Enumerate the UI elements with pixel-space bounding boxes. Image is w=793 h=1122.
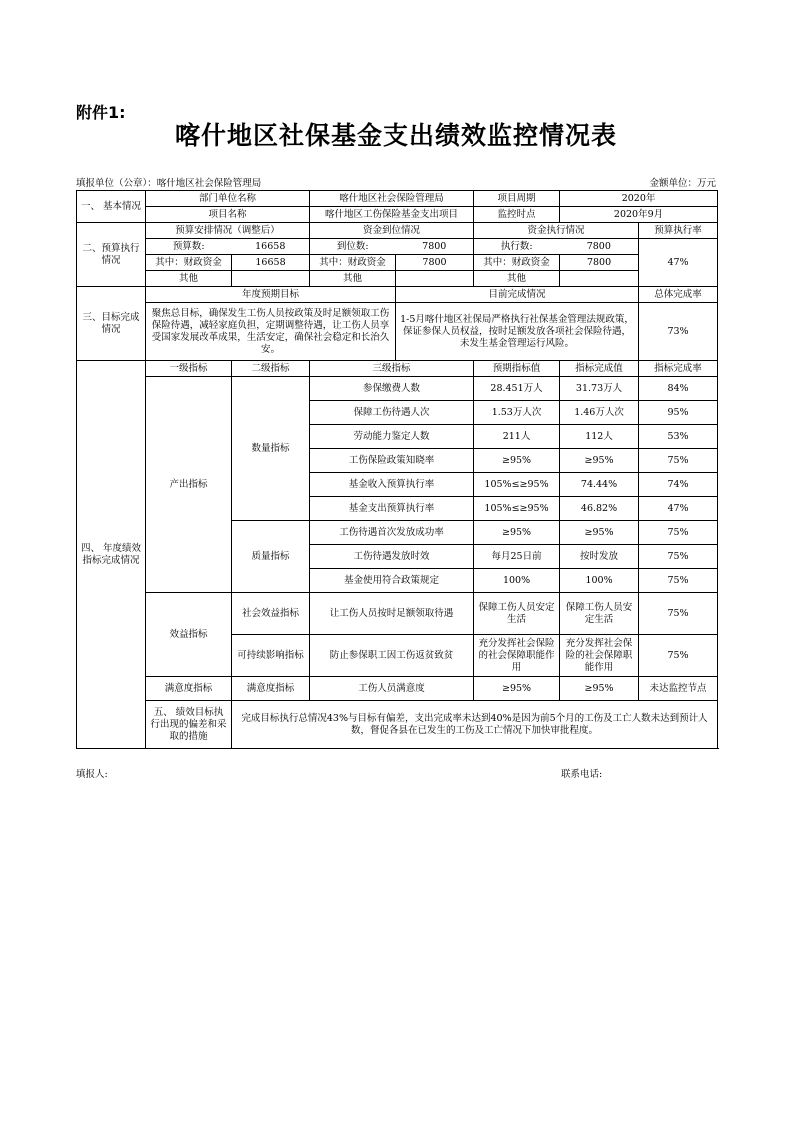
indicator-target: 保障工伤人员安定生活 [474, 593, 560, 635]
indicator-name: 劳动能力鉴定人数 [310, 425, 474, 449]
col-level3: 三级指标 [310, 361, 474, 377]
amount-unit: 金额单位：万元 [649, 178, 716, 189]
monitor-label: 监控时点 [474, 207, 560, 223]
indicator-rate: 74% [639, 473, 718, 497]
indicator-rate: 75% [639, 545, 718, 569]
filler-label: 填报人: [76, 769, 108, 780]
indicator-rate: 75% [639, 635, 718, 677]
annual-goal-text: 聚焦总目标，确保发生工伤人员按政策及时足额领取工伤保险待遇，减轻家庭负担，定期调整待遇，让工伤人员享受国家发展改革成果，生活安定，确保社会稳定和长治久安。 [146, 303, 396, 361]
attachment-label: 附件1: [76, 103, 126, 122]
indicator-actual: 保障工伤人员安定生活 [560, 593, 639, 635]
budget-rate-value: 47% [639, 239, 718, 287]
indicator-name: 参保缴费人数 [310, 377, 474, 401]
indicator-actual: 46.82% [560, 497, 639, 521]
fiscal-exec-value: 7800 [560, 255, 639, 271]
funds-label: 到位数: [310, 239, 396, 255]
indicator-rate: 75% [639, 521, 718, 545]
indicator-target: 211人 [474, 425, 560, 449]
indicator-name: 工伤待遇首次发放成功率 [310, 521, 474, 545]
indicator-rate: 75% [639, 593, 718, 635]
period-value: 2020年 [560, 191, 718, 207]
col-annual-goal: 年度预期目标 [146, 287, 396, 303]
fiscal-label-exec: 其中：财政资金 [474, 255, 560, 271]
indicator-actual: ≥95% [560, 449, 639, 473]
indicator-target: 每月25日前 [474, 545, 560, 569]
col-exec: 资金执行情况 [474, 223, 639, 239]
overall-rate-value: 73% [639, 303, 718, 361]
indicator-target: ≥95% [474, 521, 560, 545]
indicator-actual: 112人 [560, 425, 639, 449]
section-goal: 三、目标完成情况 [77, 287, 146, 361]
performance-table [76, 190, 718, 749]
indicator-target: ≥95% [474, 677, 560, 701]
fiscal-budget-value: 16658 [232, 255, 310, 271]
reporting-unit: 填报单位（公章）：喀什地区社会保险管理局 [76, 178, 262, 189]
funds-value: 7800 [396, 239, 474, 255]
section-budget: 二、预算执行情况 [77, 223, 146, 287]
indicator-actual: 31.73万人 [560, 377, 639, 401]
indicator-target: 105%≤≥95% [474, 497, 560, 521]
col-rate: 预算执行率 [639, 223, 718, 239]
satisfaction-indicator-l2: 满意度指标 [232, 677, 310, 701]
section-indicators: 四、 年度绩效指标完成情况 [77, 361, 146, 749]
output-indicator: 产出指标 [146, 377, 232, 593]
indicator-name: 基金支出预算执行率 [310, 497, 474, 521]
quantity-indicator: 数量指标 [232, 377, 310, 521]
fiscal-label-budget: 其中：财政资金 [146, 255, 232, 271]
benefit-indicator: 效益指标 [146, 593, 232, 677]
indicator-name: 工伤待遇发放时效 [310, 545, 474, 569]
satisfaction-indicator-l1: 满意度指标 [146, 677, 232, 701]
indicator-name: 基金收入预算执行率 [310, 473, 474, 497]
other-label-exec: 其他 [474, 271, 560, 287]
indicator-actual: ≥95% [560, 521, 639, 545]
col-level1: 一级指标 [146, 361, 232, 377]
indicator-name: 基金使用符合政策规定 [310, 569, 474, 593]
phone-label: 联系电话: [561, 769, 603, 780]
indicator-target: 28.451万人 [474, 377, 560, 401]
section-basic: 一、 基本情况 [77, 191, 146, 223]
indicator-name: 让工伤人员按时足额领取待遇 [310, 593, 474, 635]
other-label-budget: 其他 [146, 271, 232, 287]
indicator-actual: 按时发放 [560, 545, 639, 569]
social-benefit-indicator: 社会效益指标 [232, 593, 310, 635]
col-level2: 二级指标 [232, 361, 310, 377]
monitor-value: 2020年9月 [560, 207, 718, 223]
indicator-rate: 84% [639, 377, 718, 401]
col-indicator-rate: 指标完成率 [639, 361, 718, 377]
indicator-target: 105%≤≥95% [474, 473, 560, 497]
indicator-rate: 75% [639, 449, 718, 473]
indicator-target: 1.53万人次 [474, 401, 560, 425]
exec-value: 7800 [560, 239, 639, 255]
budget-label: 预算数: [146, 239, 232, 255]
indicator-rate: 75% [639, 569, 718, 593]
indicator-actual: 1.46万人次 [560, 401, 639, 425]
indicator-name: 工伤保险政策知晓率 [310, 449, 474, 473]
period-label: 项目周期 [474, 191, 560, 207]
col-actual: 指标完成值 [560, 361, 639, 377]
sustain-indicator: 可持续影响指标 [232, 635, 310, 677]
indicator-target: 充分发挥社会保险的社会保障职能作用 [474, 635, 560, 677]
page-title: 喀什地区社保基金支出绩效监控情况表 [174, 121, 617, 150]
indicator-rate: 95% [639, 401, 718, 425]
current-status-text: 1-5月喀什地区社保局严格执行社保基金管理法规政策，保证参保人员权益，按时足额发放各项社会保险待遇，未发生基金管理运行风险。 [396, 303, 639, 361]
indicator-target: ≥95% [474, 449, 560, 473]
budget-value: 16658 [232, 239, 310, 255]
col-current-status: 目前完成情况 [396, 287, 639, 303]
indicator-name: 防止参保职工因工伤返贫致贫 [310, 635, 474, 677]
fiscal-funds-value: 7800 [396, 255, 474, 271]
dept-value: 喀什地区社会保险管理局 [310, 191, 474, 207]
indicator-actual: 74.44% [560, 473, 639, 497]
indicator-rate: 47% [639, 497, 718, 521]
indicator-rate: 53% [639, 425, 718, 449]
quality-indicator: 质量指标 [232, 521, 310, 593]
indicator-actual: ≥95% [560, 677, 639, 701]
col-funds: 资金到位情况 [310, 223, 474, 239]
fiscal-label-funds: 其中：财政资金 [310, 255, 396, 271]
project-label: 项目名称 [146, 207, 310, 223]
indicator-actual: 100% [560, 569, 639, 593]
deviation-text: 完成目标执行总情况43%与目标有偏差，支出完成率未达到40%是因为前5个月的工伤及工亡人数未达到预计人数，督促各县在已发生的工伤及工亡情况下加快审批程度。 [232, 701, 718, 749]
col-overall-rate: 总体完成率 [639, 287, 718, 303]
indicator-rate: 未达监控节点 [639, 677, 718, 701]
indicator-actual: 充分发挥社会保险的社会保障职能作用 [560, 635, 639, 677]
dept-label: 部门单位名称 [146, 191, 310, 207]
indicator-target: 100% [474, 569, 560, 593]
project-value: 喀什地区工伤保险基金支出项目 [310, 207, 474, 223]
other-label-funds: 其他 [310, 271, 396, 287]
exec-label: 执行数: [474, 239, 560, 255]
indicator-name: 保障工伤待遇人次 [310, 401, 474, 425]
col-target: 预期指标值 [474, 361, 560, 377]
indicator-name: 工伤人员满意度 [310, 677, 474, 701]
col-budget: 预算安排情况（调整后） [146, 223, 310, 239]
section-deviation: 五、 绩效目标执行出现的偏差和采取的措施 [146, 701, 232, 749]
